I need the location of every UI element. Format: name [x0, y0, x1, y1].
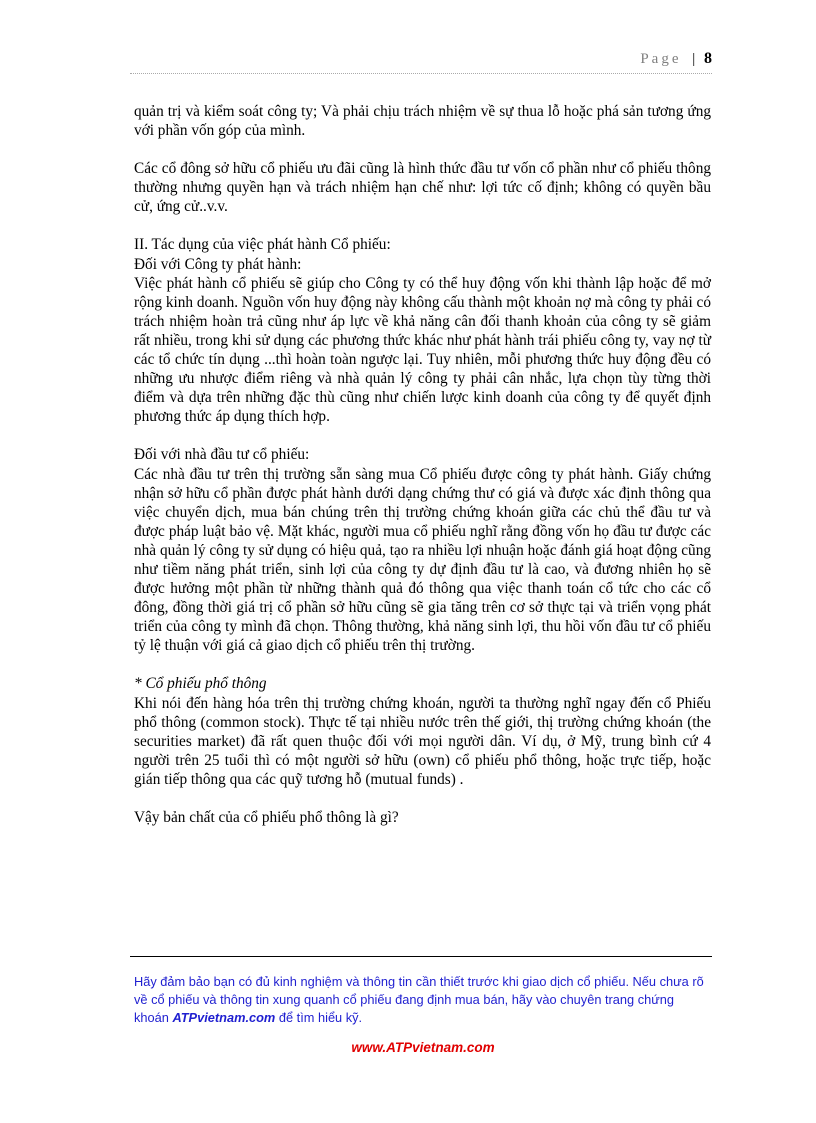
investor-paragraph: Các nhà đầu tư trên thị trường sẵn sàng mua Cổ phiếu được công ty phát hành. Giấy chứng nhận sở hữu cổ phần được phát hành dưới dạng chứng thư có giá và được xác định thông qua việc chuyển dịch, mua bán chúng trên thị trường chứng khoán giữa các chủ thể đầu tư và được pháp luật bảo vệ. Mặt khác, người mua cổ phiếu nghĩ rằng đồng vốn họ đầu tư được các nhà quản lý công ty sử dụng có hiệu quả, tạo ra nhiều lợi nhuận hoặc đánh giá hoạt động cũng như tiềm năng phát triển, sinh lợi của công ty dự định đầu tư là cao, và đương nhiên họ sẽ được hưởng một phần từ những thành quả đó thông qua việc thanh toán cổ tức cho các cổ đông, đồng thời giá trị cổ phần sở hữu cũng sẽ gia tăng trên cơ sở thực tại và triển vọng phát triển của công ty mình đã chọn. Thông thường, khả năng sinh lợi, thu hồi vốn đầu tư cổ phiếu tỷ lệ thuận với giá cả giao dịch cổ phiếu trên thị trường.: [134, 465, 711, 655]
page-label: Page: [640, 51, 682, 67]
issuer-paragraph: Việc phát hành cổ phiếu sẽ giúp cho Công ty có thể huy động vốn khi thành lập hoặc để mở rộng kinh doanh. Nguồn vốn huy động này không cấu thành một khoản nợ mà công ty phải có trách nhiệm hoàn trả cũng như áp lực về khả năng cân đối thanh khoản của công ty sẽ giảm rất nhiều, trong khi sử dụng các phương thức khác như phát hành trái phiếu công ty, vay nợ từ các tổ chức tín dụng ...thì hoàn toàn ngược lại. Tuy nhiên, mỗi phương thức huy động đều có những ưu nhược điểm riêng và nhà quản lý công ty phải cân nhắc, lựa chọn tùy từng thời điểm và dựa trên những đặc thù cũng như chiến lược kinh doanh của công ty để quyết định phương thức áp dụng thích hợp.: [134, 274, 711, 426]
common-stock-heading: * Cổ phiếu phổ thông: [134, 675, 267, 693]
footer-website-link[interactable]: www.ATPvietnam.com: [351, 1040, 495, 1055]
common-stock-paragraph: Khi nói đến hàng hóa trên thị trường chứng khoán, người ta thường nghĩ ngay đến cổ Phiếu phổ thông (common stock). Thực tế tại nhiều nước trên thế giới, thị trường chứng khoán (the securities market) đã rất quen thuộc đối với mọi người dân. Ví dụ, ở Mỹ, trung bình cứ 4 người trên 25 tuổi thì có một người sở hữu (own) cổ phiếu phổ thông, hoặc trực tiếp, hoặc gián tiếp thông qua các quỹ tương hỗ (mutual funds) .: [134, 694, 711, 788]
paragraph-preferred-shares: Các cổ đông sở hữu cổ phiếu ưu đãi cũng là hình thức đầu tư vốn cổ phần như cổ phiếu thông thường nhưng quyền hạn và trách nhiệm hạn chế như: lợi tức cố định; không có quyền bầu cử, ứng cử..v.v.: [134, 160, 711, 216]
section-heading: II. Tác dụng của việc phát hành Cổ phiếu:: [134, 236, 391, 254]
paragraph-liability: quản trị và kiểm soát công ty; Và phải chịu trách nhiệm về sự thua lỗ hoặc phá sản tương ứng với phần vốn góp của mình.: [134, 103, 711, 140]
footer-divider: [130, 956, 712, 957]
investor-heading: Đối với nhà đầu tư cổ phiếu:: [134, 446, 310, 464]
question-paragraph: Vậy bản chất của cổ phiếu phổ thông là gì?: [134, 809, 399, 826]
footer-brand-link[interactable]: ATPvietnam.com: [172, 1010, 276, 1025]
header-divider: [130, 73, 712, 74]
page-header: [540, 50, 712, 68]
footer-note-end: để tìm hiểu kỹ.: [275, 1010, 363, 1025]
footer-note: [134, 973, 712, 1027]
issuer-heading: Đối với Công ty phát hành:: [134, 255, 302, 273]
page-separator: |: [692, 51, 696, 67]
page-number: 8: [704, 50, 712, 67]
document-body: [134, 102, 711, 846]
footer-note-text: Hãy đảm bảo bạn có đủ kinh nghiệm và thông tin cần thiết trước khi giao dịch cổ phiếu. Nếu chưa rõ về cổ phiếu và thông tin xung quanh cổ phiếu đang định mua bán, hãy vào chuyên trang chứng khoán: [134, 974, 704, 1025]
